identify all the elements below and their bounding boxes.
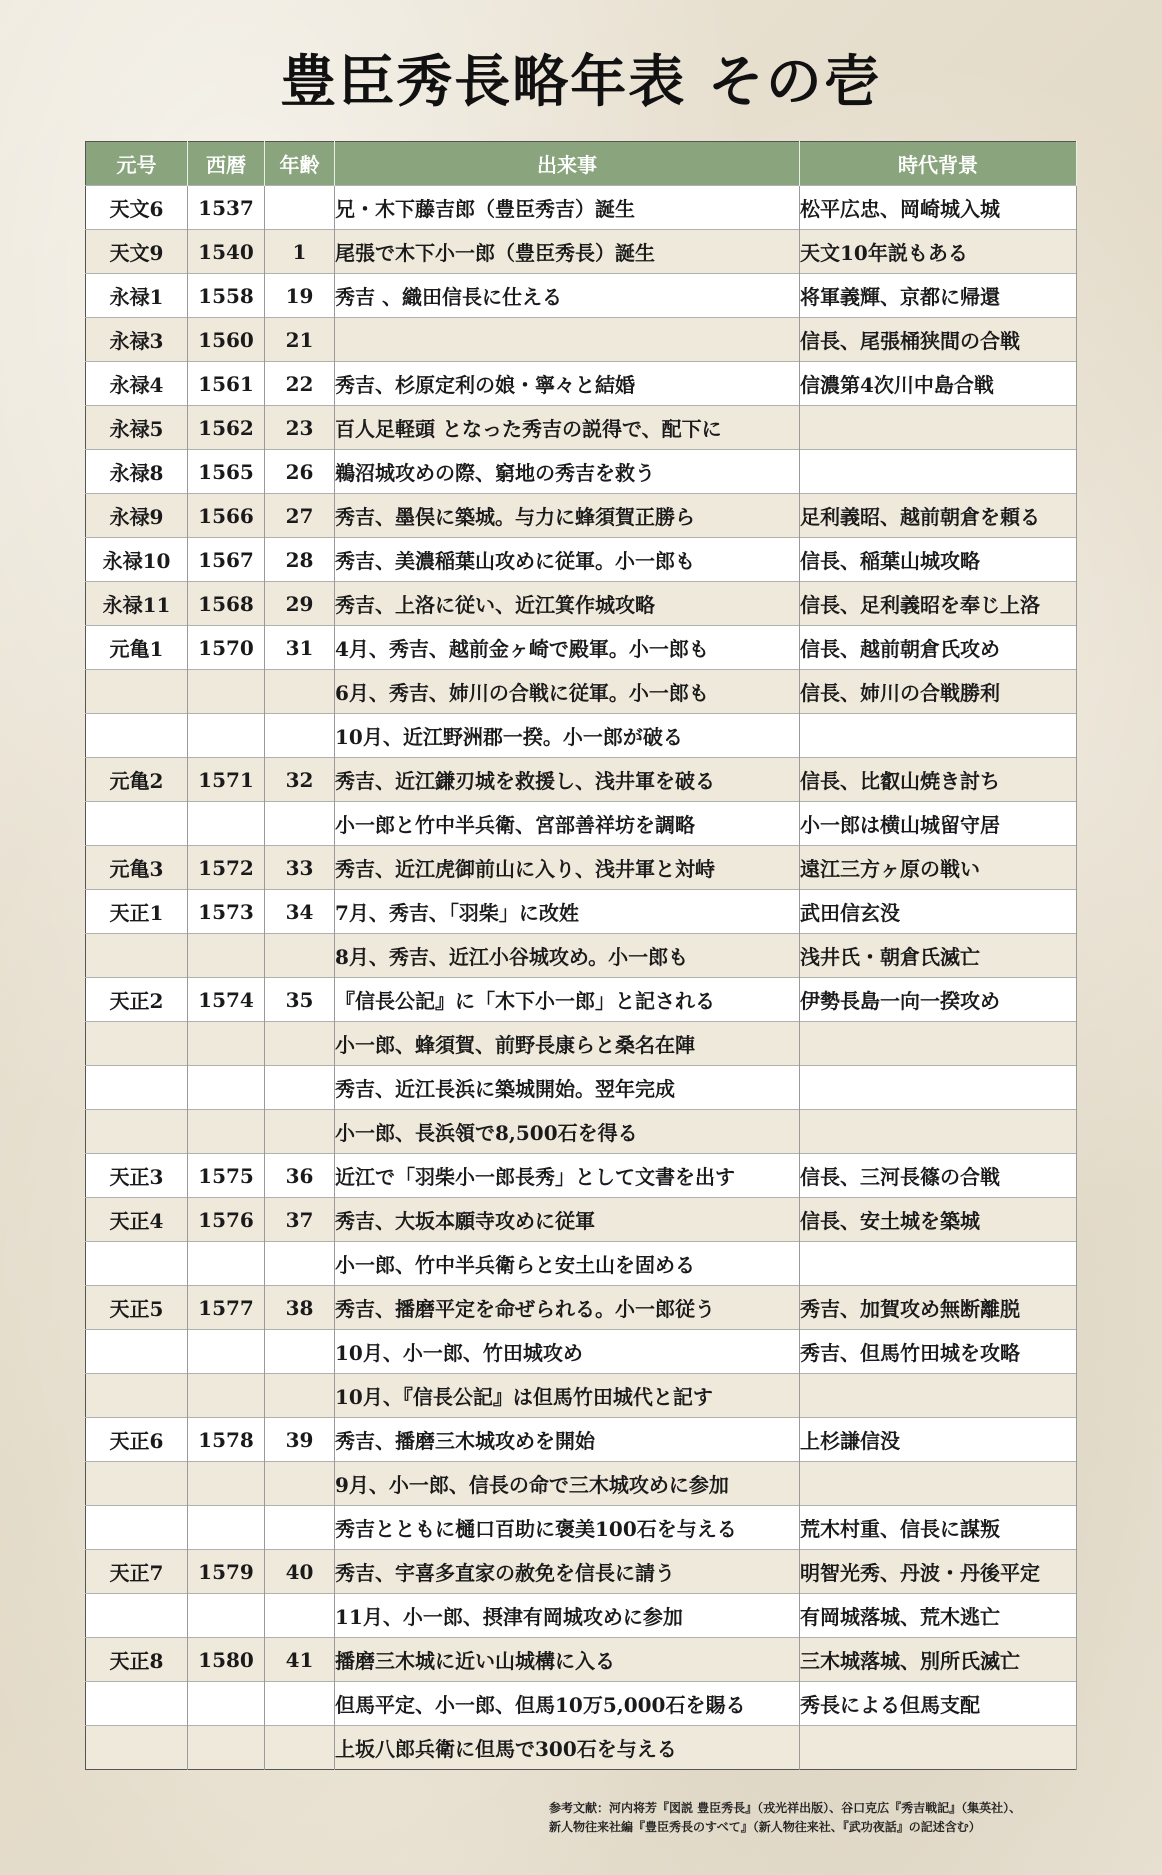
- cell-age: [265, 1594, 335, 1638]
- cell-event: 秀吉、近江鎌刃城を救援し、浅井軍を破る: [335, 758, 800, 802]
- chronology-table: [85, 141, 1077, 1770]
- cell-age: [265, 1462, 335, 1506]
- cell-year: [188, 1726, 265, 1770]
- cell-era: [86, 934, 188, 978]
- table-row: [86, 670, 1077, 714]
- table-row: [86, 1462, 1077, 1506]
- table-row: [86, 890, 1077, 934]
- cell-event: 秀吉 、織田信長に仕える: [335, 274, 800, 318]
- cell-era: 天正5: [86, 1286, 188, 1330]
- cell-event: 『信長公記』に「木下小一郎」と記される: [335, 978, 800, 1022]
- cell-era: 元亀1: [86, 626, 188, 670]
- cell-age: 31: [265, 626, 335, 670]
- cell-era: [86, 1330, 188, 1374]
- cell-age: [265, 1022, 335, 1066]
- cell-year: 1570: [188, 626, 265, 670]
- cell-age: [265, 1066, 335, 1110]
- cell-event: 秀吉、播磨平定を命ぜられる。小一郎従う: [335, 1286, 800, 1330]
- cell-era: 永禄1: [86, 274, 188, 318]
- cell-year: 1574: [188, 978, 265, 1022]
- cell-event: 秀吉、近江長浜に築城開始。翌年完成: [335, 1066, 800, 1110]
- cell-event: [335, 318, 800, 362]
- cell-background: 信長、安土城を築城: [800, 1198, 1077, 1242]
- cell-era: [86, 1462, 188, 1506]
- cell-era: 天正7: [86, 1550, 188, 1594]
- cell-age: 35: [265, 978, 335, 1022]
- cell-background: 信長、稲葉山城攻略: [800, 538, 1077, 582]
- cell-event: 11月、小一郎、摂津有岡城攻めに参加: [335, 1594, 800, 1638]
- cell-age: 19: [265, 274, 335, 318]
- table-row: [86, 1374, 1077, 1418]
- cell-event: 近江で「羽柴小一郎長秀」として文書を出す: [335, 1154, 800, 1198]
- cell-era: 天正3: [86, 1154, 188, 1198]
- cell-background: 信濃第4次川中島合戦: [800, 362, 1077, 406]
- cell-age: [265, 1330, 335, 1374]
- cell-background: [800, 1022, 1077, 1066]
- cell-background: 松平広忠、岡崎城入城: [800, 186, 1077, 230]
- cell-background: [800, 1242, 1077, 1286]
- table-row: [86, 1726, 1077, 1770]
- cell-event: 秀吉、杉原定利の娘・寧々と結婚: [335, 362, 800, 406]
- page-title: 豊臣秀長略年表 その壱: [280, 49, 882, 115]
- cell-event: 小一郎、竹中半兵衛らと安土山を固める: [335, 1242, 800, 1286]
- cell-era: 元亀2: [86, 758, 188, 802]
- cell-year: 1573: [188, 890, 265, 934]
- table-row: [86, 538, 1077, 582]
- table-row: [86, 714, 1077, 758]
- table-row: [86, 1638, 1077, 1682]
- cell-age: [265, 186, 335, 230]
- cell-era: 天正1: [86, 890, 188, 934]
- table-row: [86, 1506, 1077, 1550]
- header-year: 西暦: [188, 142, 265, 186]
- cell-era: [86, 1506, 188, 1550]
- table-row: [86, 802, 1077, 846]
- cell-event: 秀吉、上洛に従い、近江箕作城攻略: [335, 582, 800, 626]
- table-row: [86, 582, 1077, 626]
- cell-year: 1577: [188, 1286, 265, 1330]
- cell-age: [265, 1682, 335, 1726]
- table-row: [86, 1286, 1077, 1330]
- header-event: 出来事: [335, 142, 800, 186]
- table-body: [86, 186, 1077, 1770]
- cell-age: 21: [265, 318, 335, 362]
- cell-age: 27: [265, 494, 335, 538]
- cell-age: 38: [265, 1286, 335, 1330]
- cell-event: 小一郎、長浜領で8,500石を得る: [335, 1110, 800, 1154]
- cell-year: 1558: [188, 274, 265, 318]
- cell-age: [265, 1374, 335, 1418]
- cell-era: 天正2: [86, 978, 188, 1022]
- cell-era: 元亀3: [86, 846, 188, 890]
- cell-age: 34: [265, 890, 335, 934]
- cell-era: 天正4: [86, 1198, 188, 1242]
- cell-era: 永禄3: [86, 318, 188, 362]
- cell-year: 1566: [188, 494, 265, 538]
- cell-year: 1540: [188, 230, 265, 274]
- table-header-row: [86, 142, 1077, 186]
- cell-background: 伊勢長島一向一揆攻め: [800, 978, 1077, 1022]
- cell-background: 秀長による但馬支配: [800, 1682, 1077, 1726]
- cell-background: [800, 1726, 1077, 1770]
- cell-background: 信長、比叡山焼き討ち: [800, 758, 1077, 802]
- cell-background: 将軍義輝、京都に帰還: [800, 274, 1077, 318]
- cell-age: 28: [265, 538, 335, 582]
- cell-era: [86, 802, 188, 846]
- cell-age: 41: [265, 1638, 335, 1682]
- cell-age: [265, 1506, 335, 1550]
- cell-event: 兄・木下藤吉郎（豊臣秀吉）誕生: [335, 186, 800, 230]
- cell-era: 天正8: [86, 1638, 188, 1682]
- cell-age: [265, 934, 335, 978]
- cell-year: 1562: [188, 406, 265, 450]
- table-row: [86, 1594, 1077, 1638]
- cell-year: [188, 934, 265, 978]
- cell-year: 1579: [188, 1550, 265, 1594]
- table-row: [86, 1242, 1077, 1286]
- cell-background: 天文10年説もある: [800, 230, 1077, 274]
- cell-era: [86, 714, 188, 758]
- cell-event: 秀吉、大坂本願寺攻めに従軍: [335, 1198, 800, 1242]
- cell-era: 天正6: [86, 1418, 188, 1462]
- cell-background: 武田信玄没: [800, 890, 1077, 934]
- cell-era: [86, 1726, 188, 1770]
- cell-year: 1572: [188, 846, 265, 890]
- table-row: [86, 406, 1077, 450]
- cell-age: 32: [265, 758, 335, 802]
- table-row: [86, 1418, 1077, 1462]
- cell-background: 信長、三河長篠の合戦: [800, 1154, 1077, 1198]
- cell-background: 信長、足利義昭を奉じ上洛: [800, 582, 1077, 626]
- cell-year: [188, 1374, 265, 1418]
- cell-background: 荒木村重、信長に謀叛: [800, 1506, 1077, 1550]
- cell-background: 秀吉、但馬竹田城を攻略: [800, 1330, 1077, 1374]
- cell-event: 秀吉、美濃稲葉山攻めに従軍。小一郎も: [335, 538, 800, 582]
- table-row: [86, 186, 1077, 230]
- cell-event: 7月、秀吉、「羽柴」に改姓: [335, 890, 800, 934]
- cell-age: [265, 1726, 335, 1770]
- cell-background: [800, 1110, 1077, 1154]
- cell-event: 10月、近江野洲郡一揆。小一郎が破る: [335, 714, 800, 758]
- cell-year: [188, 1022, 265, 1066]
- cell-era: [86, 1242, 188, 1286]
- cell-age: 23: [265, 406, 335, 450]
- cell-event: 6月、秀吉、姉川の合戦に従軍。小一郎も: [335, 670, 800, 714]
- cell-background: [800, 1066, 1077, 1110]
- header-era: 元号: [86, 142, 188, 186]
- cell-event: 秀吉、墨俣に築城。与力に蜂須賀正勝ら: [335, 494, 800, 538]
- cell-year: 1561: [188, 362, 265, 406]
- cell-event: 秀吉、播磨三木城攻めを開始: [335, 1418, 800, 1462]
- cell-age: 22: [265, 362, 335, 406]
- cell-year: 1575: [188, 1154, 265, 1198]
- table-row: [86, 1022, 1077, 1066]
- cell-event: 8月、秀吉、近江小谷城攻め。小一郎も: [335, 934, 800, 978]
- cell-age: 1: [265, 230, 335, 274]
- cell-era: [86, 1110, 188, 1154]
- table-row: [86, 1550, 1077, 1594]
- cell-event: 秀吉、宇喜多直家の赦免を信長に請う: [335, 1550, 800, 1594]
- table-row: [86, 934, 1077, 978]
- cell-era: 天文6: [86, 186, 188, 230]
- cell-event: 秀吉とともに樋口百助に褒美100石を与える: [335, 1506, 800, 1550]
- cell-event: 百人足軽頭 となった秀吉の説得で、配下に: [335, 406, 800, 450]
- cell-age: [265, 714, 335, 758]
- cell-age: 33: [265, 846, 335, 890]
- cell-era: 永禄9: [86, 494, 188, 538]
- cell-era: 天文9: [86, 230, 188, 274]
- cell-era: [86, 1594, 188, 1638]
- cell-year: [188, 1594, 265, 1638]
- cell-year: [188, 1506, 265, 1550]
- cell-year: [188, 1330, 265, 1374]
- cell-event: 尾張で木下小一郎（豊臣秀長）誕生: [335, 230, 800, 274]
- table-row: [86, 626, 1077, 670]
- cell-background: [800, 1462, 1077, 1506]
- table-row: [86, 1198, 1077, 1242]
- cell-year: 1571: [188, 758, 265, 802]
- table-row: [86, 450, 1077, 494]
- header-background: 時代背景: [800, 142, 1077, 186]
- cell-background: [800, 1374, 1077, 1418]
- cell-background: 信長、姉川の合戦勝利: [800, 670, 1077, 714]
- cell-era: 永禄4: [86, 362, 188, 406]
- cell-era: [86, 1682, 188, 1726]
- cell-year: [188, 1066, 265, 1110]
- cell-year: [188, 714, 265, 758]
- reference-line-1: 参考文献：河内将芳『図説 豊臣秀長』（戎光祥出版）、谷口克広『秀吉戦記』（集英社）、: [549, 1801, 1022, 1815]
- cell-era: 永禄8: [86, 450, 188, 494]
- cell-event: 但馬平定、小一郎、但馬10万5,000石を賜る: [335, 1682, 800, 1726]
- cell-age: 40: [265, 1550, 335, 1594]
- table-row: [86, 1682, 1077, 1726]
- cell-year: 1576: [188, 1198, 265, 1242]
- table-row: [86, 846, 1077, 890]
- cell-background: [800, 450, 1077, 494]
- cell-year: 1567: [188, 538, 265, 582]
- cell-event: 4月、秀吉、越前金ヶ崎で殿軍。小一郎も: [335, 626, 800, 670]
- cell-age: 37: [265, 1198, 335, 1242]
- table-row: [86, 494, 1077, 538]
- cell-event: 上坂八郎兵衛に但馬で300石を与える: [335, 1726, 800, 1770]
- cell-year: 1537: [188, 186, 265, 230]
- reference-line-2: 新人物往来社編『豊臣秀長のすべて』（新人物往来社、『武功夜話』の記述含む）: [549, 1820, 981, 1834]
- cell-background: 小一郎は横山城留守居: [800, 802, 1077, 846]
- cell-year: [188, 1110, 265, 1154]
- cell-era: [86, 1022, 188, 1066]
- table-row: [86, 274, 1077, 318]
- cell-year: [188, 1682, 265, 1726]
- cell-age: [265, 802, 335, 846]
- cell-year: [188, 1462, 265, 1506]
- cell-era: 永禄5: [86, 406, 188, 450]
- cell-background: [800, 406, 1077, 450]
- cell-age: 36: [265, 1154, 335, 1198]
- cell-year: [188, 802, 265, 846]
- cell-era: 永禄11: [86, 582, 188, 626]
- table-row: [86, 1330, 1077, 1374]
- table-row: [86, 318, 1077, 362]
- cell-background: [800, 714, 1077, 758]
- cell-background: 足利義昭、越前朝倉を頼る: [800, 494, 1077, 538]
- references: [549, 1799, 1149, 1837]
- cell-year: 1565: [188, 450, 265, 494]
- cell-year: 1568: [188, 582, 265, 626]
- cell-age: 29: [265, 582, 335, 626]
- table-row: [86, 1066, 1077, 1110]
- cell-background: 信長、尾張桶狭間の合戦: [800, 318, 1077, 362]
- cell-background: 秀吉、加賀攻め無断離脱: [800, 1286, 1077, 1330]
- cell-event: 9月、小一郎、信長の命で三木城攻めに参加: [335, 1462, 800, 1506]
- cell-era: [86, 670, 188, 714]
- cell-age: 26: [265, 450, 335, 494]
- cell-event: 播磨三木城に近い山城構に入る: [335, 1638, 800, 1682]
- cell-background: 明智光秀、丹波・丹後平定: [800, 1550, 1077, 1594]
- cell-era: [86, 1066, 188, 1110]
- cell-event: 10月、小一郎、竹田城攻め: [335, 1330, 800, 1374]
- cell-age: [265, 1242, 335, 1286]
- cell-event: 小一郎と竹中半兵衛、宮部善祥坊を調略: [335, 802, 800, 846]
- cell-year: 1578: [188, 1418, 265, 1462]
- cell-event: 小一郎、蜂須賀、前野長康らと桑名在陣: [335, 1022, 800, 1066]
- cell-background: 有岡城落城、荒木逃亡: [800, 1594, 1077, 1638]
- cell-era: [86, 1374, 188, 1418]
- cell-age: [265, 1110, 335, 1154]
- header-age: 年齢: [265, 142, 335, 186]
- table-row: [86, 1154, 1077, 1198]
- cell-event: 秀吉、近江虎御前山に入り、浅井軍と対峙: [335, 846, 800, 890]
- table-row: [86, 1110, 1077, 1154]
- cell-year: [188, 670, 265, 714]
- cell-era: 永禄10: [86, 538, 188, 582]
- cell-age: [265, 670, 335, 714]
- cell-year: [188, 1242, 265, 1286]
- cell-background: 上杉謙信没: [800, 1418, 1077, 1462]
- cell-background: 遠江三方ヶ原の戦い: [800, 846, 1077, 890]
- cell-year: 1580: [188, 1638, 265, 1682]
- table-row: [86, 978, 1077, 1022]
- cell-event: 鵜沼城攻めの際、窮地の秀吉を救う: [335, 450, 800, 494]
- table-row: [86, 758, 1077, 802]
- cell-background: 三木城落城、別所氏滅亡: [800, 1638, 1077, 1682]
- cell-background: 浅井氏・朝倉氏滅亡: [800, 934, 1077, 978]
- cell-event: 10月、『信長公記』は但馬竹田城代と記す: [335, 1374, 800, 1418]
- table-row: [86, 362, 1077, 406]
- cell-background: 信長、越前朝倉氏攻め: [800, 626, 1077, 670]
- cell-age: 39: [265, 1418, 335, 1462]
- table-row: [86, 230, 1077, 274]
- cell-year: 1560: [188, 318, 265, 362]
